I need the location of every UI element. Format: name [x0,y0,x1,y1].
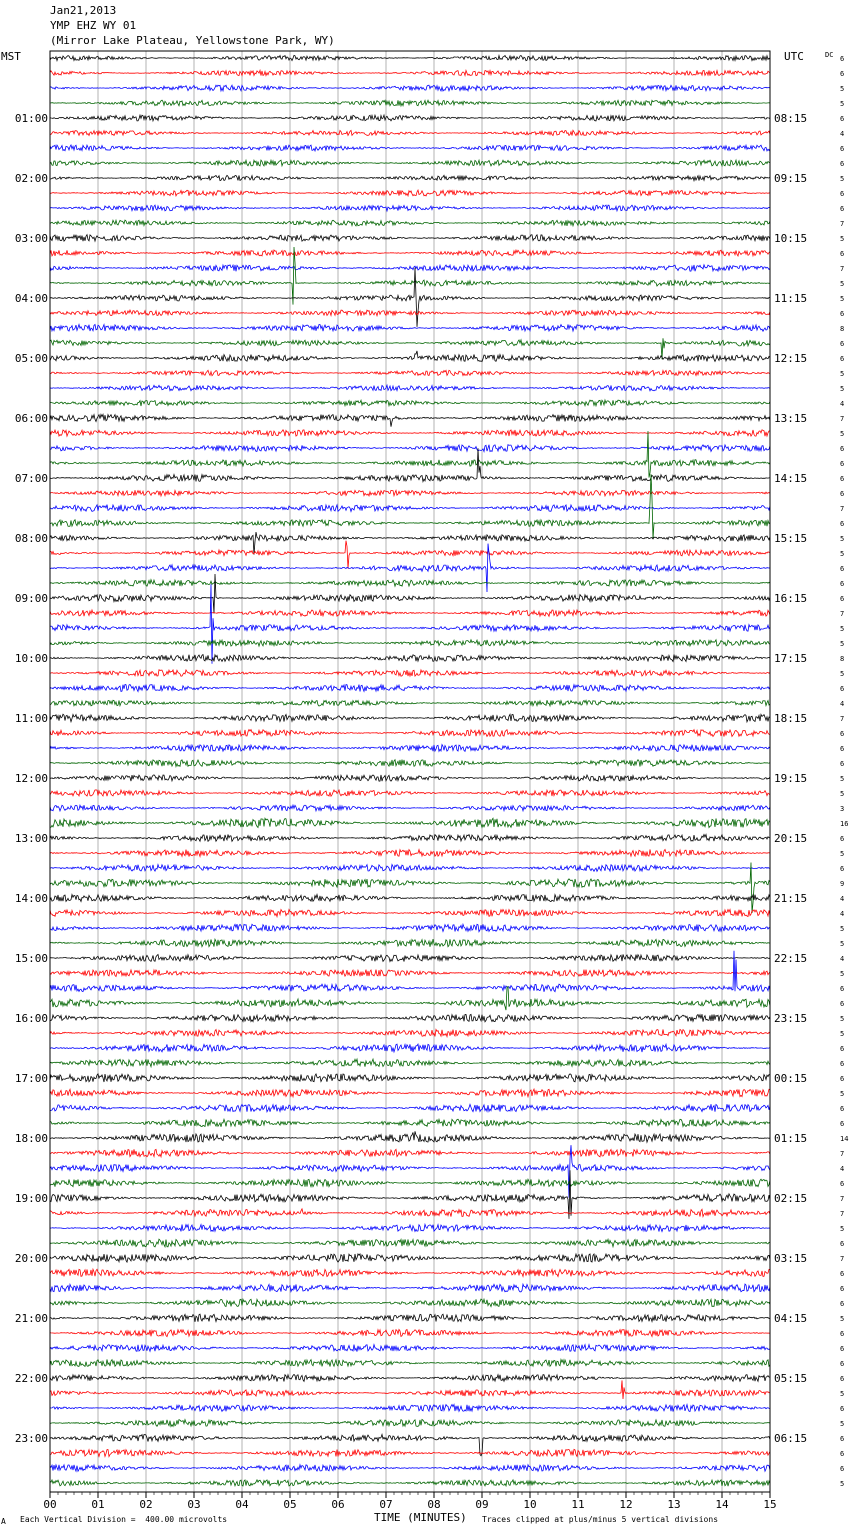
utc-hour-label: 19:15 [774,772,808,785]
seismic-traces [50,55,770,1486]
dc-offset-label: 7 [840,610,845,618]
dc-offset-label: 6 [840,70,845,78]
dc-offset-label: 7 [840,415,845,423]
utc-hour-label: 01:15 [774,1132,808,1145]
dc-label: DC [825,51,834,59]
trace-row [50,431,770,478]
dc-offset-label: 6 [840,835,845,843]
trace-row [50,250,770,256]
trace-row [50,265,770,272]
utc-hour-label: 11:15 [774,292,808,305]
trace-row [50,640,770,646]
trace-row [50,954,770,961]
dc-offset-label: 6 [840,865,845,873]
trace-row [50,910,770,917]
dc-offset-label: 7 [840,220,845,228]
dc-offset-label: 6 [840,1240,845,1248]
utc-hour-label: 04:15 [774,1312,808,1325]
x-tick-label: 13 [667,1498,681,1511]
utc-hour-label: 18:15 [774,712,808,725]
trace-row [50,325,770,332]
trace-row [50,805,770,811]
dc-offset-label: 5 [840,100,845,108]
trace-row [50,1299,770,1307]
corner-mark: A [1,1517,6,1526]
mst-hour-label: 21:00 [14,1312,48,1325]
mst-hour-label: 11:00 [14,712,48,725]
dc-offset-label: 6 [840,730,845,738]
trace-row [50,145,770,151]
trace-row [50,85,770,91]
dc-offset-label: 6 [840,1465,845,1473]
trace-row [50,987,770,1011]
dc-offset-label: 4 [840,400,845,408]
trace-row [50,1420,770,1427]
trace-row [50,745,770,752]
x-tick-label: 09 [475,1498,489,1511]
trace-row [50,532,770,555]
dc-offset-label: 4 [840,955,845,963]
trace-row [50,160,770,166]
trace-row [50,338,770,359]
dc-offset-label: 5 [840,385,845,393]
dc-offset-label: 5 [840,925,845,933]
dc-offset-label: 14 [840,1135,849,1143]
trace-row [50,790,770,796]
dc-offset-label: 5 [840,790,845,798]
trace-row [50,574,770,614]
dc-offset-label: 6 [840,160,845,168]
dc-offset-label: 6 [840,685,845,693]
utc-hour-label: 08:15 [774,112,808,125]
dc-offset-label: 6 [840,1300,845,1308]
trace-row [50,400,770,406]
dc-offset-label: 6 [840,1360,845,1368]
dc-offset-label: 6 [840,1060,845,1068]
dc-offset-label: 6 [840,490,845,498]
dc-offset-label: 6 [840,115,845,123]
dc-offset-label: 3 [840,805,845,813]
dc-offset-label: 5 [840,430,845,438]
dc-offset-label: 7 [840,1195,845,1203]
x-tick-label: 00 [43,1498,57,1511]
trace-row [50,730,770,737]
mst-hour-label: 06:00 [14,412,48,425]
trace-row [50,541,770,569]
utc-hour-label: 06:15 [774,1432,808,1445]
mst-hour-label: 20:00 [14,1252,48,1265]
trace-row [50,580,770,587]
trace-row [50,1104,770,1112]
dc-offset-label: 9 [840,880,845,888]
dc-offset-label: 6 [840,985,845,993]
x-tick-label: 07 [379,1498,393,1511]
x-tick-label: 01 [91,1498,105,1511]
dc-offset-label: 6 [840,520,845,528]
x-tick-label: 04 [235,1498,249,1511]
trace-row [50,1465,770,1471]
trace-row [50,310,770,316]
dc-offset-label: 6 [840,190,845,198]
trace-row [50,115,770,121]
x-tick-label: 11 [571,1498,585,1511]
mst-hour-label: 01:00 [14,112,48,125]
x-tick-label: 05 [283,1498,297,1511]
dc-offset-label: 8 [840,325,845,333]
dc-offset-label: 6 [840,760,845,768]
trace-row [50,895,770,902]
utc-hour-label: 15:15 [774,532,808,545]
dc-offset-label: 6 [840,340,845,348]
dc-offset-label: 6 [840,1330,845,1338]
scale-note: Each Vertical Division = 400.00 microvolts [20,1515,228,1524]
dc-offset-label: 16 [840,820,849,828]
mst-hour-label: 02:00 [14,172,48,185]
mst-label: MST [1,50,21,63]
utc-hour-label: 17:15 [774,652,808,665]
mst-hour-label: 14:00 [14,892,48,905]
dc-offset-label: 5 [840,1015,845,1023]
utc-hour-label: 05:15 [774,1372,808,1385]
trace-row [50,1269,770,1276]
location-label: (Mirror Lake Plateau, Yellowstone Park, WY) [50,34,335,47]
mst-hour-label: 18:00 [14,1132,48,1145]
dc-offset-label: 6 [840,1435,845,1443]
mst-hour-label: 08:00 [14,532,48,545]
dc-offset-label: 6 [840,1120,845,1128]
dc-offset-label: 5 [840,1090,845,1098]
dc-offset-label: 6 [840,445,845,453]
trace-row [50,835,770,842]
utc-hour-label: 10:15 [774,232,808,245]
trace-row [50,1131,770,1142]
dc-offset-label: 5 [840,670,845,678]
utc-hour-label: 12:15 [774,352,808,365]
station-label: YMP EHZ WY 01 [50,19,137,32]
dc-offset-label: 5 [840,640,845,648]
dc-offset-label: 6 [840,205,845,213]
dc-offset-label: 6 [840,310,845,318]
dc-offset-label: 4 [840,895,845,903]
trace-row [50,865,770,872]
plot-frame [50,51,770,1498]
trace-row [50,235,770,242]
utc-hour-label: 14:15 [774,472,808,485]
dc-offset-label: 7 [840,265,845,273]
trace-row [50,100,770,106]
trace-row [50,670,770,676]
trace-row [50,1089,770,1097]
trace-row [50,490,770,496]
trace-row [50,1480,770,1486]
trace-row [50,584,770,664]
mst-hour-label: 23:00 [14,1432,48,1445]
dc-offset-label: 5 [840,535,845,543]
dc-offset-label: 5 [840,625,845,633]
dc-offset-label: 5 [840,1225,845,1233]
x-tick-label: 12 [619,1498,633,1511]
trace-row [50,1375,770,1382]
date-label: Jan21,2013 [50,4,117,17]
trace-row [50,714,770,722]
dc-offset-label: 6 [840,250,845,258]
trace-row [50,430,770,436]
trace-row [50,1449,770,1456]
x-axis-title: TIME (MINUTES) [374,1511,467,1524]
mst-hour-label: 07:00 [14,472,48,485]
trace-row [50,1224,770,1231]
trace-row [50,939,770,947]
dc-offset-label: 6 [840,1285,845,1293]
trace-row [50,175,770,180]
mst-hour-label: 05:00 [14,352,48,365]
mst-hour-label: 17:00 [14,1072,48,1085]
mst-hour-label: 13:00 [14,832,48,845]
dc-offset-label: 5 [840,1315,845,1323]
trace-row [50,610,770,616]
trace-row [50,1119,770,1127]
trace-row [50,1405,770,1412]
trace-row [50,445,770,452]
mst-hour-label: 15:00 [14,952,48,965]
x-tick-label: 15 [763,1498,777,1511]
trace-row [50,130,770,135]
trace-row [50,1179,770,1187]
dc-offset-label: 5 [840,85,845,93]
dc-offset-label: 8 [840,655,845,663]
dc-offset-label: 5 [840,295,845,303]
trace-row [50,924,770,932]
trace-row [50,385,770,391]
dc-offset-label: 6 [840,1375,845,1383]
dc-offset-label: 6 [840,475,845,483]
x-tick-label: 06 [331,1498,345,1511]
clip-note: Traces clipped at plus/minus 5 vertical divisions [482,1515,719,1524]
utc-hour-label: 20:15 [774,832,808,845]
dc-offset-label: 5 [840,235,845,243]
x-tick-label: 03 [187,1498,201,1511]
dc-offset-label: 7 [840,1210,845,1218]
utc-hour-label: 00:15 [774,1072,808,1085]
mst-hour-label: 10:00 [14,652,48,665]
mst-hour-label: 12:00 [14,772,48,785]
trace-row [50,685,770,692]
dc-offset-label: 4 [840,130,845,138]
utc-label: UTC [784,50,804,63]
dc-offset-label: 7 [840,715,845,723]
dc-offset-label: 6 [840,145,845,153]
utc-hour-label: 03:15 [774,1252,808,1265]
dc-offset-label: 5 [840,550,845,558]
dc-offset-label: 5 [840,280,845,288]
trace-row [50,268,770,327]
trace-row [50,760,770,767]
trace-row [50,1209,770,1217]
trace-row [50,1345,770,1352]
dc-offset-label: 6 [840,1405,845,1413]
dc-offset-label: 7 [840,1255,845,1263]
trace-row [50,970,770,977]
trace-row [50,505,770,512]
dc-offset-label: 7 [840,505,845,513]
dc-offset-label: 4 [840,910,845,918]
x-tick-label: 02 [139,1498,153,1511]
dc-offset-label: 6 [840,1045,845,1053]
trace-row [50,1149,770,1157]
dc-offset-label: 5 [840,370,845,378]
dc-offset-label: 6 [840,55,845,63]
trace-row [50,190,770,196]
trace-row [50,1239,770,1247]
trace-row [50,1059,770,1067]
dc-offset-label: 7 [840,1150,845,1158]
trace-row [50,1330,770,1337]
trace-row [50,55,770,60]
trace-row [50,220,770,226]
utc-hour-label: 09:15 [774,172,808,185]
dc-offset-label: 6 [840,1450,845,1458]
dc-offset-label: 4 [840,1165,845,1173]
utc-hour-label: 13:15 [774,412,808,425]
dc-offset-label: 6 [840,1000,845,1008]
x-tick-label: 08 [427,1498,441,1511]
trace-row [50,700,770,706]
utc-hour-label: 23:15 [774,1012,808,1025]
utc-hour-label: 22:15 [774,952,808,965]
dc-offset-label: 6 [840,580,845,588]
utc-hour-label: 21:15 [774,892,808,905]
dc-offset-label: 6 [840,595,845,603]
trace-row [50,775,770,781]
trace-row [50,1254,770,1262]
axis-labels [15,55,849,1511]
x-tick-label: 10 [523,1498,537,1511]
dc-offset-label: 6 [840,1270,845,1278]
mst-hour-label: 09:00 [14,592,48,605]
dc-offset-label: 6 [840,1105,845,1113]
dc-offset-label: 4 [840,700,845,708]
dc-offset-label: 6 [840,460,845,468]
trace-row [50,951,770,992]
dc-offset-label: 5 [840,1480,845,1488]
dc-offset-label: 6 [840,745,845,753]
dc-offset-label: 5 [840,850,845,858]
dc-offset-label: 5 [840,1420,845,1428]
trace-row [50,370,770,375]
dc-offset-label: 6 [840,355,845,363]
trace-row [50,1314,770,1322]
trace-row [50,1074,770,1082]
dc-offset-label: 5 [840,970,845,978]
mst-hour-label: 19:00 [14,1192,48,1205]
trace-row [50,655,770,662]
trace-row [50,414,770,426]
dc-offset-label: 5 [840,175,845,183]
trace-row [50,1014,770,1022]
mst-hour-label: 03:00 [14,232,48,245]
dc-offset-label: 5 [840,775,845,783]
trace-row [50,1360,770,1367]
trace-row [50,1029,770,1036]
trace-row [50,70,770,75]
dc-offset-label: 6 [840,1075,845,1083]
dc-offset-label: 6 [840,565,845,573]
trace-row [50,205,770,211]
dc-offset-label: 6 [840,1180,845,1188]
dc-offset-label: 5 [840,1030,845,1038]
x-tick-label: 14 [715,1498,729,1511]
trace-row [50,863,770,914]
trace-row [50,1284,770,1292]
utc-hour-label: 02:15 [774,1192,808,1205]
dc-offset-label: 5 [840,940,845,948]
trace-row [50,818,770,827]
dc-offset-label: 6 [840,1345,845,1353]
dc-offset-label: 5 [840,1390,845,1398]
trace-row [50,1380,770,1399]
utc-hour-label: 16:15 [774,592,808,605]
mst-hour-label: 04:00 [14,292,48,305]
trace-row [50,1044,770,1052]
mst-hour-label: 16:00 [14,1012,48,1025]
mst-hour-label: 22:00 [14,1372,48,1385]
trace-row [50,849,770,856]
